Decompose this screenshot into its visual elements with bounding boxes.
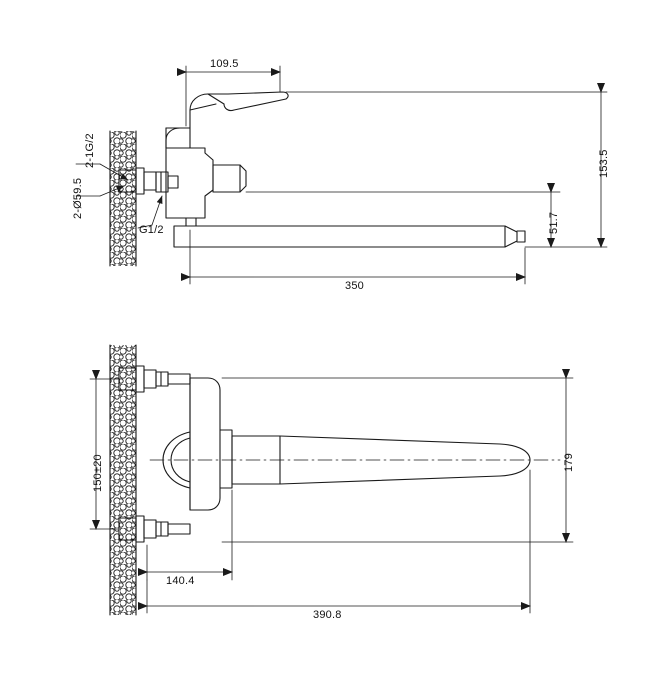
dim-51-7 xyxy=(246,192,560,247)
dim-label-inlet-thread: G1/2 xyxy=(139,224,164,236)
wall-hatch-side xyxy=(110,131,136,266)
dim-label-390-8: 390.8 xyxy=(313,609,342,621)
wall-hatch-plan xyxy=(110,345,136,615)
spout-base-side xyxy=(213,165,246,192)
spout-swivel-side xyxy=(186,218,196,226)
mixer-body-plan xyxy=(190,378,232,510)
dim-label-140-4: 140.4 xyxy=(166,575,195,587)
dim-390-8 xyxy=(147,470,530,613)
dim-label-150-20: 150±20 xyxy=(92,454,104,492)
mixer-body-side xyxy=(166,92,288,218)
dim-label-350: 350 xyxy=(345,280,364,292)
dim-label-179: 179 xyxy=(563,453,575,472)
dim-label-51-7: 51.7 xyxy=(548,211,560,234)
dim-label-hole-spec: 2-Ø59.5 xyxy=(72,177,84,219)
dim-350 xyxy=(190,230,525,284)
dim-label-109-5: 109.5 xyxy=(210,58,239,70)
dim-label-153-5: 153.5 xyxy=(598,149,610,178)
spout-side xyxy=(174,226,525,247)
inlet-neck-side xyxy=(156,172,178,192)
dim-label-thread-spacing: 2-1G/2 xyxy=(84,133,96,168)
